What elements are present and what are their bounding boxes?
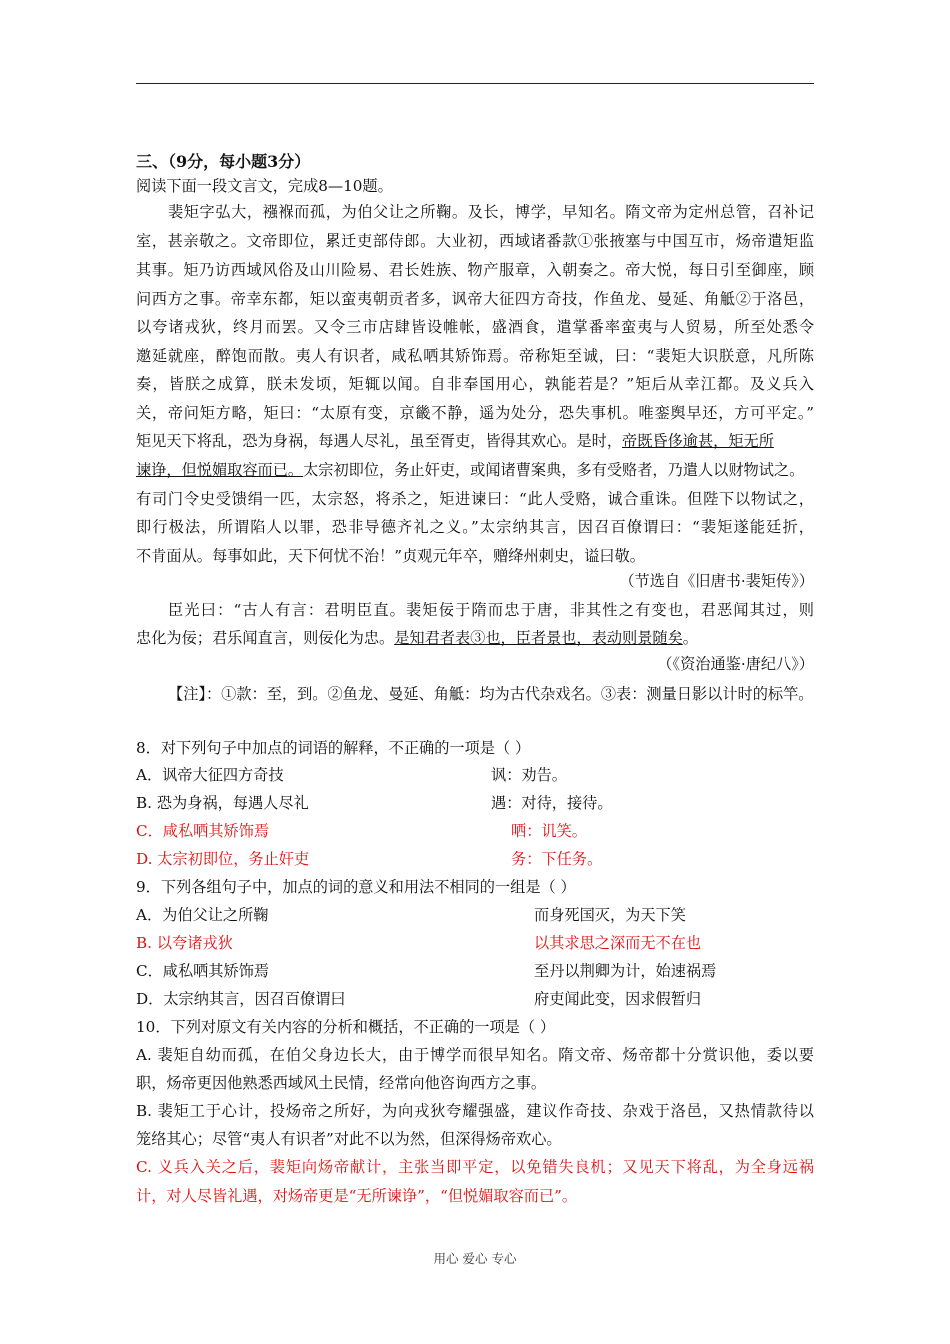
passage-line: 奏，皆朕之成算，朕未发顷，矩辄以闻。自非奉国用心，孰能若是？”矩后从幸江都。及义兵入	[136, 375, 814, 393]
section-instruction: 阅读下面一段文言文，完成8—10题。	[136, 177, 393, 195]
annotation-note: 【注】：①款：至，到。②鱼龙、曼延、角觝：均为古代杂戏名。③表：测量日影以计时的标竿。	[168, 685, 814, 703]
passage-line: 其事。矩乃访西域风俗及山川险易、君长姓族、物产服章，入朝奏之。帝大悦，每日引至御座，顾	[136, 261, 814, 279]
passage-line: 以夸诸戎狄，终月而罢。又令三市店肆皆设帷帐，盛酒食，遣掌番率蛮夷与人贸易，所至处悉令	[136, 318, 814, 336]
q8-option-a: A．讽帝大征四方奇技 讽：劝告。	[136, 766, 567, 784]
passage-source: （节选自《旧唐书·裴矩传》）	[619, 572, 814, 590]
q8-option-c: C．咸私哂其矫饰焉 哂：讥笑。	[136, 822, 587, 840]
passage-line: 矩见天下将乱，恐为身祸，每遇人尽礼，虽至胥吏，皆得其欢心。是时，帝既昏侈逾甚，矩无所	[136, 432, 774, 450]
q8-option-b: B. 恐为身祸，每遇人尽礼 遇：对待，接待。	[136, 794, 613, 812]
passage-line: 有司门令史受馈绢一匹，太宗怒，将杀之，矩进谏曰：“此人受赂，诚合重诛。但陛下以物试之，	[136, 490, 814, 508]
header-rule	[136, 83, 814, 84]
q9-option-a: A．为伯父让之所鞠 而身死国灭，为天下笑	[136, 906, 686, 924]
passage-line: 问西方之事。帝幸东都，矩以蛮夷朝贡者多，讽帝大征四方奇技，作鱼龙、曼延、角觝②于洛邑，	[136, 290, 814, 308]
q10-option-a: A. 裴矩自幼而孤，在伯父身边长大，由于博学而很早知名。隋文帝、炀帝都十分赏识他，委以要	[136, 1046, 814, 1064]
passage-line: 邀延就座，醉饱而散。夷人有识者，咸私哂其矫饰焉。帝称矩至诚，曰：“裴矩大识朕意，凡所陈	[136, 347, 814, 365]
q8-stem: 8．对下列句子中加点的词语的解释，不正确的一项是（ ）	[136, 739, 531, 757]
q10-option-b-cont: 笼络其心；尽管“夷人有识者”对此不以为然，但深得炀帝欢心。	[136, 1130, 562, 1148]
q8-option-d: D. 太宗初即位，务止奸吏 务：下任务。	[136, 850, 603, 868]
q10-option-c-cont: 计，对人尽皆礼遇，对炀帝更是“无所谏诤”，“但悦媚取容而已”。	[136, 1187, 578, 1205]
q10-option-c: C. 义兵入关之后，裴矩向炀帝献计，主张当即平定，以免错失良机；又见天下将乱，为全身远祸	[136, 1158, 814, 1176]
passage-line: 即行极法，所谓陷人以罪，恐非导德齐礼之义。”太宗纳其言，因召百僚谓曰：“裴矩遂能廷折，	[136, 518, 814, 536]
q9-stem: 9．下列各组句子中，加点的词的意义和用法不相同的一组是（ ）	[136, 878, 576, 896]
commentary-source: （《资治通鉴·唐纪八》）	[657, 655, 814, 673]
q10-stem: 10．下列对原文有关内容的分析和概括，不正确的一项是（ ）	[136, 1018, 556, 1036]
q9-option-c: C．咸私哂其矫饰焉 至丹以荆卿为计，始速祸焉	[136, 962, 717, 980]
commentary-line: 臣光曰：“古人有言：君明臣直。裴矩佞于隋而忠于唐，非其性之有变也，君恶闻其过，则	[168, 601, 814, 619]
q9-option-b: B. 以夸诸戎狄 以其求思之深而无不在也	[136, 934, 702, 952]
passage-line: 关，帝问矩方略，矩曰：“太原有变，京畿不静，遥为处分，恐失事机。唯銮舆早还，方可平定。”	[136, 404, 814, 422]
q10-option-b: B. 裴矩工于心计，投炀帝之所好，为向戎狄夸耀强盛，建议作奇技、杂戏于洛邑，又热情款待以	[136, 1102, 814, 1120]
q10-option-a-cont: 职，炀帝更因他熟悉西域风土民情，经常向他咨询西方之事。	[136, 1074, 547, 1092]
passage-line: 不肯面从。每事如此，天下何忧不治！”贞观元年卒，赠绛州刺史，谥曰敬。	[136, 547, 645, 565]
underlined-sentence: 是知君者表③也，臣者景也，表动则景随矣	[394, 629, 683, 647]
passage-line: 室，甚亲敬之。文帝即位，累迁吏部侍郎。大业初，西域诸番款①张掖塞与中国互市，炀帝遣矩监	[136, 232, 814, 250]
passage-line: 裴矩字弘大，襁褓而孤，为伯父让之所鞠。及长，博学，早知名。隋文帝为定州总管，召补记	[168, 203, 814, 221]
underlined-sentence: 帝既昏侈逾甚，矩无所	[622, 432, 774, 450]
passage-line: 谏诤，但悦媚取容而已。太宗初即位，务止奸吏，或闻诸曹案典，多有受赂者，乃遣人以财物试之。	[136, 461, 805, 479]
section-heading: 三、（9分，每小题3分）	[136, 152, 311, 171]
underlined-sentence: 谏诤，但悦媚取容而已。	[136, 461, 304, 479]
page-footer: 用心 爱心 专心	[433, 1251, 517, 1266]
commentary-line: 忠化为佞；君乐闻直言，则佞化为忠。是知君者表③也，臣者景也，表动则景随矣。	[136, 629, 698, 647]
q9-option-d: D．太宗纳其言，因召百僚谓曰 府吏闻此变，因求假暂归	[136, 990, 702, 1008]
